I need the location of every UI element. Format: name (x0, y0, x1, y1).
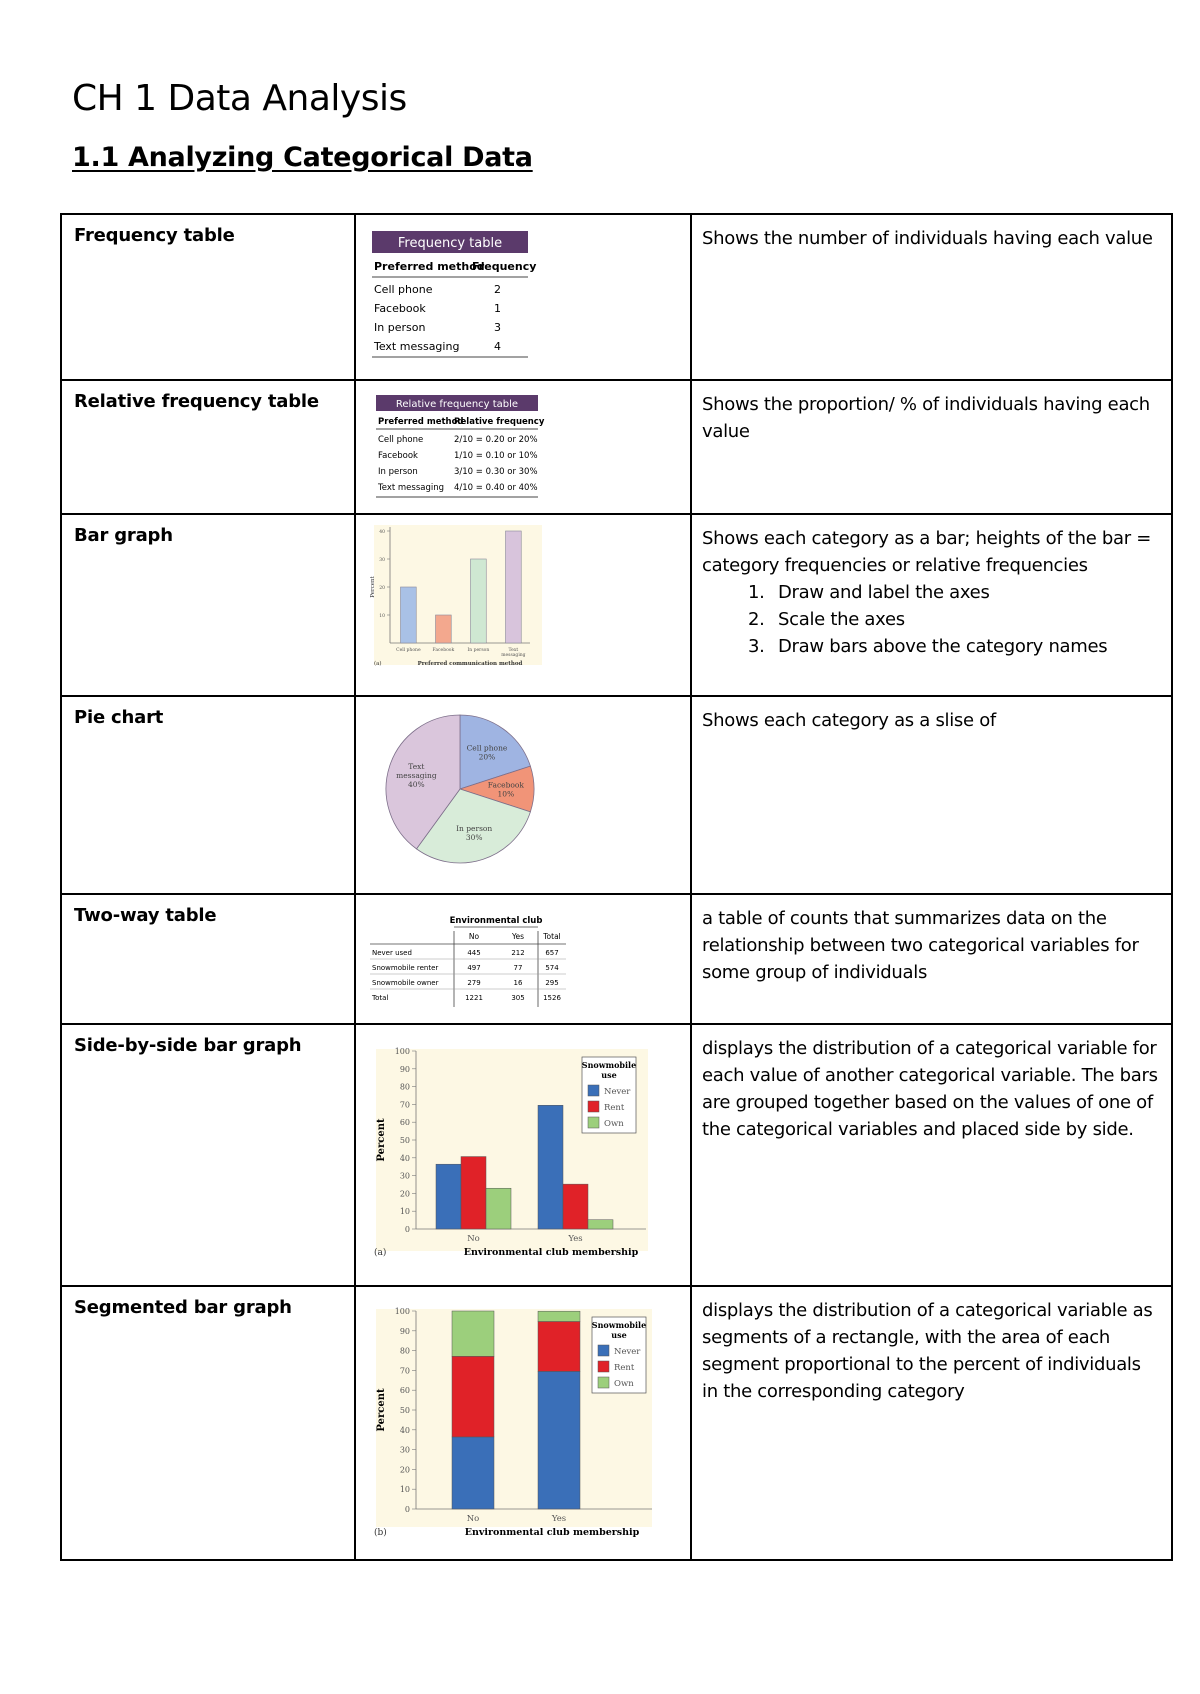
bar (471, 559, 487, 643)
bar (401, 587, 417, 643)
x-tick-label: Facebook (432, 648, 455, 653)
description-text: Shows each category as a bar; heights of the bar = category frequencies or relative frequencies (702, 528, 1152, 576)
y-tick-label: 20 (399, 1465, 410, 1475)
bar-graph (356, 515, 686, 691)
bar (486, 1188, 511, 1229)
y-axis-label: Percent (376, 1388, 387, 1432)
table-cell: Facebook (378, 451, 418, 461)
y-tick-label: 30 (399, 1445, 410, 1455)
table-cell: 77 (513, 964, 523, 972)
figure-cell (355, 1286, 691, 1560)
table-row (61, 1024, 1172, 1286)
y-tick-label: 30 (399, 1171, 410, 1181)
y-tick-label: 100 (394, 1047, 410, 1056)
y-axis-label: Percent (370, 576, 376, 598)
y-tick-label: 90 (399, 1326, 410, 1336)
legend-label: Rent (614, 1363, 635, 1373)
table-row (61, 1286, 1172, 1560)
y-tick-label: 0 (404, 1225, 410, 1234)
y-tick-label: 80 (399, 1346, 410, 1356)
y-tick-label: 50 (399, 1136, 410, 1145)
legend-label: Rent (604, 1103, 625, 1113)
bar-segment (452, 1311, 494, 1356)
column-header: Frequency (472, 260, 537, 273)
legend-swatch (598, 1361, 609, 1372)
table-cell: 1526 (543, 994, 561, 1002)
y-tick-label: 80 (399, 1082, 410, 1092)
legend-label: Never (614, 1347, 641, 1357)
slice-value-label: 20% (478, 752, 496, 762)
y-tick-label: 40 (399, 1153, 410, 1163)
panel-label: (a) (374, 1248, 387, 1258)
table-cell: Snowmobile owner (372, 979, 439, 987)
legend-swatch (588, 1117, 599, 1128)
table-cell: 657 (545, 949, 559, 957)
bar-segment (538, 1311, 580, 1321)
bar (538, 1105, 563, 1229)
table-cell: Cell phone (374, 283, 433, 296)
legend-title: use (601, 1070, 617, 1080)
x-axis-label: Environmental club membership (463, 1247, 639, 1258)
slice-value-label: 30% (465, 833, 483, 843)
slice-label: messaging (396, 770, 437, 780)
y-tick-label: 40 (379, 530, 385, 535)
figure-cell (355, 894, 691, 1024)
table-title: Environmental club (449, 916, 543, 926)
table-cell: In person (378, 467, 418, 477)
table-cell: 497 (467, 964, 481, 972)
column-header: Preferred method (378, 417, 464, 427)
term-cell: Segmented bar graph (61, 1286, 355, 1560)
figure-cell (355, 696, 691, 894)
description-cell: Shows each category as a slise of (691, 696, 1172, 894)
slice-label: Facebook (487, 780, 524, 790)
y-tick-label: 10 (399, 1207, 410, 1217)
y-tick-label: 50 (399, 1406, 410, 1415)
table-cell: 1221 (465, 994, 483, 1002)
slice-label: Cell phone (466, 743, 508, 753)
term-cell: Side-by-side bar graph (61, 1024, 355, 1286)
figure-cell (355, 1024, 691, 1286)
legend-label: Never (604, 1087, 631, 1097)
x-tick-label: No (467, 1234, 480, 1244)
x-axis-label: Preferred communication method (417, 661, 523, 667)
term-cell: Two-way table (61, 894, 355, 1024)
y-tick-label: 20 (399, 1189, 410, 1199)
figure-cell (355, 214, 691, 380)
table-cell: 4/10 = 0.40 or 40% (454, 483, 538, 493)
x-tick-label: No (466, 1514, 480, 1524)
figure-cell (355, 514, 691, 696)
relative-frequency-table-figure (356, 381, 686, 509)
bar-segment (538, 1321, 580, 1371)
term-cell: Pie chart (61, 696, 355, 894)
table-cell: Cell phone (378, 435, 424, 445)
table-cell: 2 (494, 283, 501, 296)
table-cell: 445 (467, 949, 481, 957)
table-cell: 305 (511, 994, 525, 1002)
table-title: Relative frequency table (395, 399, 519, 410)
bar (563, 1184, 588, 1229)
side-by-side-bar-graph (356, 1025, 686, 1281)
page-title: CH 1 Data Analysis (72, 78, 407, 119)
x-tick-label: messaging (501, 653, 526, 658)
y-tick-label: 60 (399, 1386, 410, 1396)
description-cell: displays the distribution of a categorical variable for each value of another categorical variable. The bars are grouped together based on the values of one of the categorical variables and placed side by side. (691, 1024, 1172, 1286)
y-tick-label: 40 (399, 1425, 410, 1435)
y-tick-label: 10 (379, 614, 385, 619)
legend-swatch (588, 1101, 599, 1112)
x-tick-label: Yes (551, 1514, 567, 1524)
vocabulary-table (60, 213, 1173, 1561)
table-cell: Never used (372, 949, 412, 957)
legend-swatch (598, 1377, 609, 1388)
pie-chart (356, 697, 686, 889)
column-header: No (468, 932, 480, 941)
column-header: Total (543, 932, 561, 941)
table-cell: Snowmobile renter (372, 964, 439, 972)
x-tick-label: In person (467, 648, 490, 653)
term-cell: Frequency table (61, 214, 355, 380)
description-cell: Shows the number of individuals having each value (691, 214, 1172, 380)
frequency-table-figure (356, 215, 686, 375)
bar-segment (452, 1437, 494, 1509)
list-item: 1. Draw and label the axes (770, 579, 1161, 606)
figure-cell (355, 380, 691, 514)
panel-label: (b) (374, 1528, 387, 1538)
slice-value-label: 40% (408, 779, 425, 789)
bar (461, 1157, 486, 1229)
bar (436, 1164, 461, 1229)
table-cell: 3 (494, 321, 501, 334)
table-row (61, 514, 1172, 696)
slice-label: Text (408, 761, 425, 771)
x-tick-label: Text (508, 648, 519, 653)
x-tick-label: Cell phone (396, 648, 421, 653)
y-axis-label: Percent (376, 1118, 387, 1162)
list-item: 2. Scale the axes (770, 606, 1161, 633)
table-cell: 574 (545, 964, 559, 972)
slice-value-label: 10% (497, 789, 515, 799)
description-cell: Shows the proportion/ % of individuals having each value (691, 380, 1172, 514)
table-row (61, 214, 1172, 380)
table-cell: 2/10 = 0.20 or 20% (454, 435, 538, 445)
segmented-bar-graph (356, 1287, 686, 1555)
y-tick-label: 0 (404, 1505, 410, 1514)
section-heading: 1.1 Analyzing Categorical Data (72, 142, 533, 173)
description-cell: a table of counts that summarizes data on the relationship between two categorical variables for some group of individuals (691, 894, 1172, 1024)
table-cell: 1 (494, 302, 501, 315)
table-cell: 279 (467, 979, 481, 987)
table-row (61, 696, 1172, 894)
bar (588, 1220, 613, 1229)
column-header: Relative frequency (454, 417, 545, 427)
legend-title: Snowmobile (591, 1320, 647, 1330)
bar-segment (538, 1371, 580, 1509)
table-cell: Total (372, 994, 389, 1002)
panel-label: (a) (374, 661, 382, 667)
table-cell: 212 (511, 949, 525, 957)
list-item: 3. Draw bars above the category names (770, 633, 1161, 660)
table-cell: 3/10 = 0.30 or 30% (454, 467, 538, 477)
table-cell: 295 (545, 979, 559, 987)
table-row (61, 894, 1172, 1024)
table-row (61, 380, 1172, 514)
slice-label: In person (456, 824, 493, 834)
table-cell: 1/10 = 0.10 or 10% (454, 451, 538, 461)
x-axis-label: Environmental club membership (464, 1527, 640, 1538)
y-tick-label: 60 (399, 1118, 410, 1128)
description-cell: displays the distribution of a categorical variable as segments of a rectangle, with the area of each segment proportional to the percent of individuals in the corresponding category (691, 1286, 1172, 1560)
legend-title: Snowmobile (581, 1060, 637, 1070)
term-cell: Bar graph (61, 514, 355, 696)
legend-swatch (588, 1085, 599, 1096)
table-cell: Facebook (374, 302, 426, 315)
table-title: Frequency table (397, 236, 503, 251)
column-header: Preferred method (374, 260, 485, 273)
legend-label: Own (614, 1379, 634, 1389)
y-tick-label: 20 (379, 586, 385, 591)
table-cell: 16 (513, 979, 523, 987)
legend-title: use (611, 1330, 627, 1340)
y-tick-label: 70 (399, 1100, 410, 1110)
y-tick-label: 10 (399, 1485, 410, 1495)
bar (506, 531, 522, 643)
two-way-table-figure (356, 895, 686, 1019)
bar (436, 615, 452, 643)
x-tick-label: Yes (568, 1234, 583, 1244)
legend-swatch (598, 1345, 609, 1356)
y-tick-label: 90 (399, 1064, 410, 1074)
table-cell: Text messaging (374, 340, 460, 353)
y-tick-label: 70 (399, 1366, 410, 1376)
y-tick-label: 30 (379, 558, 385, 563)
steps-list (702, 579, 1161, 660)
y-tick-label: 100 (394, 1307, 410, 1316)
table-cell: 4 (494, 340, 501, 353)
bar-segment (452, 1356, 494, 1437)
term-cell: Relative frequency table (61, 380, 355, 514)
table-cell: In person (374, 321, 426, 334)
column-header: Yes (511, 932, 525, 941)
table-cell: Text messaging (378, 483, 445, 493)
legend-label: Own (604, 1119, 624, 1129)
description-cell (691, 514, 1172, 696)
